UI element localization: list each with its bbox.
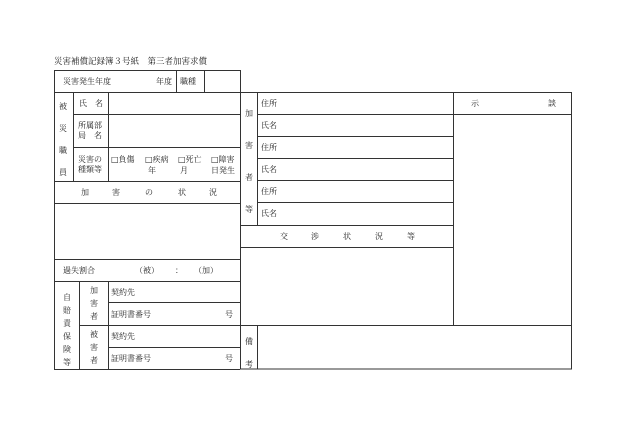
settlement-input[interactable] [455,117,569,323]
remarks-input[interactable] [259,327,569,367]
negligence-offender[interactable]: （加） [194,266,218,275]
insurance-offender-label: 加 害 者 [90,286,98,321]
date-month-label: 月 [180,166,188,175]
injury-option-wound[interactable]: □負傷 [111,155,135,164]
offender-name-2[interactable]: 氏名 [261,165,277,174]
victim-name-input[interactable] [110,95,238,112]
form-title: 災害補償記録簿３号紙 第三者加害求償 [54,57,208,67]
date-day-label: 日発生 [211,166,235,175]
offender-cert-label: 証明書番号 [111,310,151,319]
offender-contract-label: 契約先 [111,288,135,297]
disaster-year-label: 災害発生年度 [63,77,111,86]
offender-side-label: 加 害 者 等 [245,109,253,214]
injury-option-death[interactable]: □死亡 [178,155,202,164]
injury-type-label: 災害の 種類等 [78,155,102,174]
job-type-label: 職種 [180,77,196,86]
date-year-label: 年 [148,166,156,175]
insurance-victim-label: 被 害 者 [90,330,98,365]
negotiation-status-input[interactable] [242,249,451,323]
offender-name-1[interactable]: 氏名 [261,121,277,130]
offense-situation-input[interactable] [56,205,238,257]
negligence-victim[interactable]: （被） [135,266,159,275]
victim-side-label: 被 災 職 員 [59,102,67,177]
victim-contract-label: 契約先 [111,332,135,341]
victim-cert-suffix: 号 [225,354,233,363]
job-type-input[interactable] [206,73,238,90]
insurance-side-label: 自 賠 責 保 険 等 [63,293,71,367]
victim-dept-input[interactable] [110,117,238,145]
negligence-ratio-label: 過失割合 [63,266,95,275]
negligence-separator: ： [175,266,183,275]
victim-cert-label: 証明書番号 [111,354,151,363]
offender-name-3[interactable]: 氏名 [261,209,277,218]
injury-option-disability[interactable]: □障害 [211,155,235,164]
offender-address-2[interactable]: 住所 [261,143,277,152]
year-unit: 年度 [156,77,172,86]
offender-address-3[interactable]: 住所 [261,187,277,196]
injury-option-illness[interactable]: □疾病 [145,155,169,164]
offender-address-1[interactable]: 住所 [261,99,277,108]
remarks-label: 備 考 [245,337,253,369]
victim-name-label: 氏 名 [79,99,103,108]
victim-dept-label: 所属部 局 名 [78,121,102,140]
offender-cert-suffix: 号 [225,310,233,319]
disaster-year-input[interactable] [122,74,152,88]
